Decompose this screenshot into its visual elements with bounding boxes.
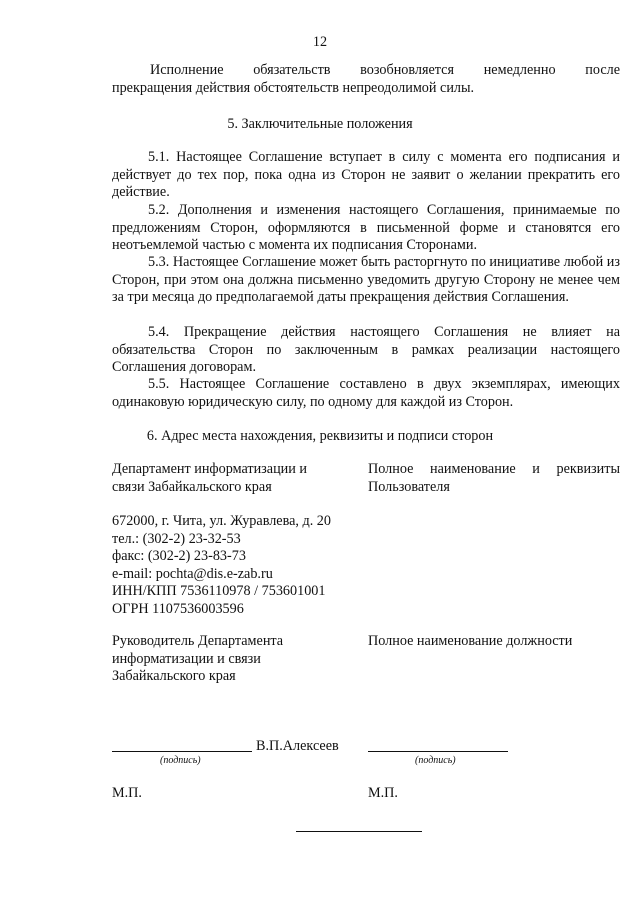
position-line-3: Забайкальского края (112, 668, 236, 685)
right-party-name (368, 461, 620, 496)
email: e-mail: pochta@dis.e-zab.ru (112, 565, 273, 582)
signer-name: В.П.Алексеев (256, 738, 339, 754)
left-party-name-line-2: связи Забайкальского края (112, 478, 272, 495)
intro-line-2: прекращения действия обстоятельств непреодолимой силы. (112, 79, 475, 96)
right-signature-caption: (подпись) (415, 755, 456, 766)
clause-5-2: 5.2. Дополнения и изменения настоящего Соглашения, принимаемые по предложениям Сторон, оформляются в письменной форме и становятся его неотъемлемой частью с момента их подписания Сторонами. (112, 202, 620, 254)
section-6-title: 6. Адрес места нахождения, реквизиты и подписи сторон (146, 428, 494, 444)
end-rule (296, 831, 422, 832)
inn-kpp: ИНН/КПП 7536110978 / 753601001 (112, 583, 326, 600)
right-signature-line (368, 751, 508, 752)
intro-paragraph (112, 62, 620, 97)
position-line-2: информатизации и связи (112, 650, 261, 667)
phone: тел.: (302-2) 23-32-53 (112, 530, 241, 547)
right-party-name-line-2: Пользователя (368, 478, 450, 495)
left-signature-line (112, 751, 252, 752)
clause-5-3: 5.3. Настоящее Соглашение может быть расторгнуто по инициативе любой из Сторон, при этом она должна письменно уведомить другую Сторону не менее чем за три месяца до предполагаемой даты прекращения действия Соглашения. (112, 254, 620, 306)
page-number: 12 (312, 34, 328, 50)
right-party-position: Полное наименование должности (368, 633, 573, 649)
left-signature-caption: (подпись) (160, 755, 201, 766)
position-line-1: Руководитель Департамента (112, 633, 284, 649)
right-party-name-line-1: Полное наименование и реквизиты (368, 461, 620, 477)
ogrn: ОГРН 1107536003596 (112, 600, 244, 617)
left-party-position (112, 633, 362, 686)
address: 672000, г. Чита, ул. Журавлева, д. 20 (112, 513, 331, 529)
left-party-name-line-1: Департамент информатизации и (112, 461, 308, 477)
clause-5-4: 5.4. Прекращение действия настоящего Соглашения не влияет на обязательства Сторон по заключенным в рамках реализации настоящего Соглашения договорам. (112, 324, 620, 376)
clause-5-1: 5.1. Настоящее Соглашение вступает в силу с момента его подписания и действует до тех пор, пока одна из Сторон не заявит о желании прекратить его действие. (112, 149, 620, 201)
left-party-requisites (112, 513, 362, 619)
right-stamp-label: М.П. (368, 785, 398, 801)
left-stamp-label: М.П. (112, 785, 142, 801)
section-5-title: 5. Заключительные положения (227, 116, 413, 132)
left-party-name (112, 461, 362, 496)
fax: факс: (302-2) 23-83-73 (112, 548, 246, 565)
intro-line-1: Исполнение обязательств возобновляется немедленно после (150, 62, 620, 78)
clause-5-5: 5.5. Настоящее Соглашение составлено в двух экземплярах, имеющих одинаковую юридическую силу, по одному для каждой из Сторон. (112, 376, 620, 410)
